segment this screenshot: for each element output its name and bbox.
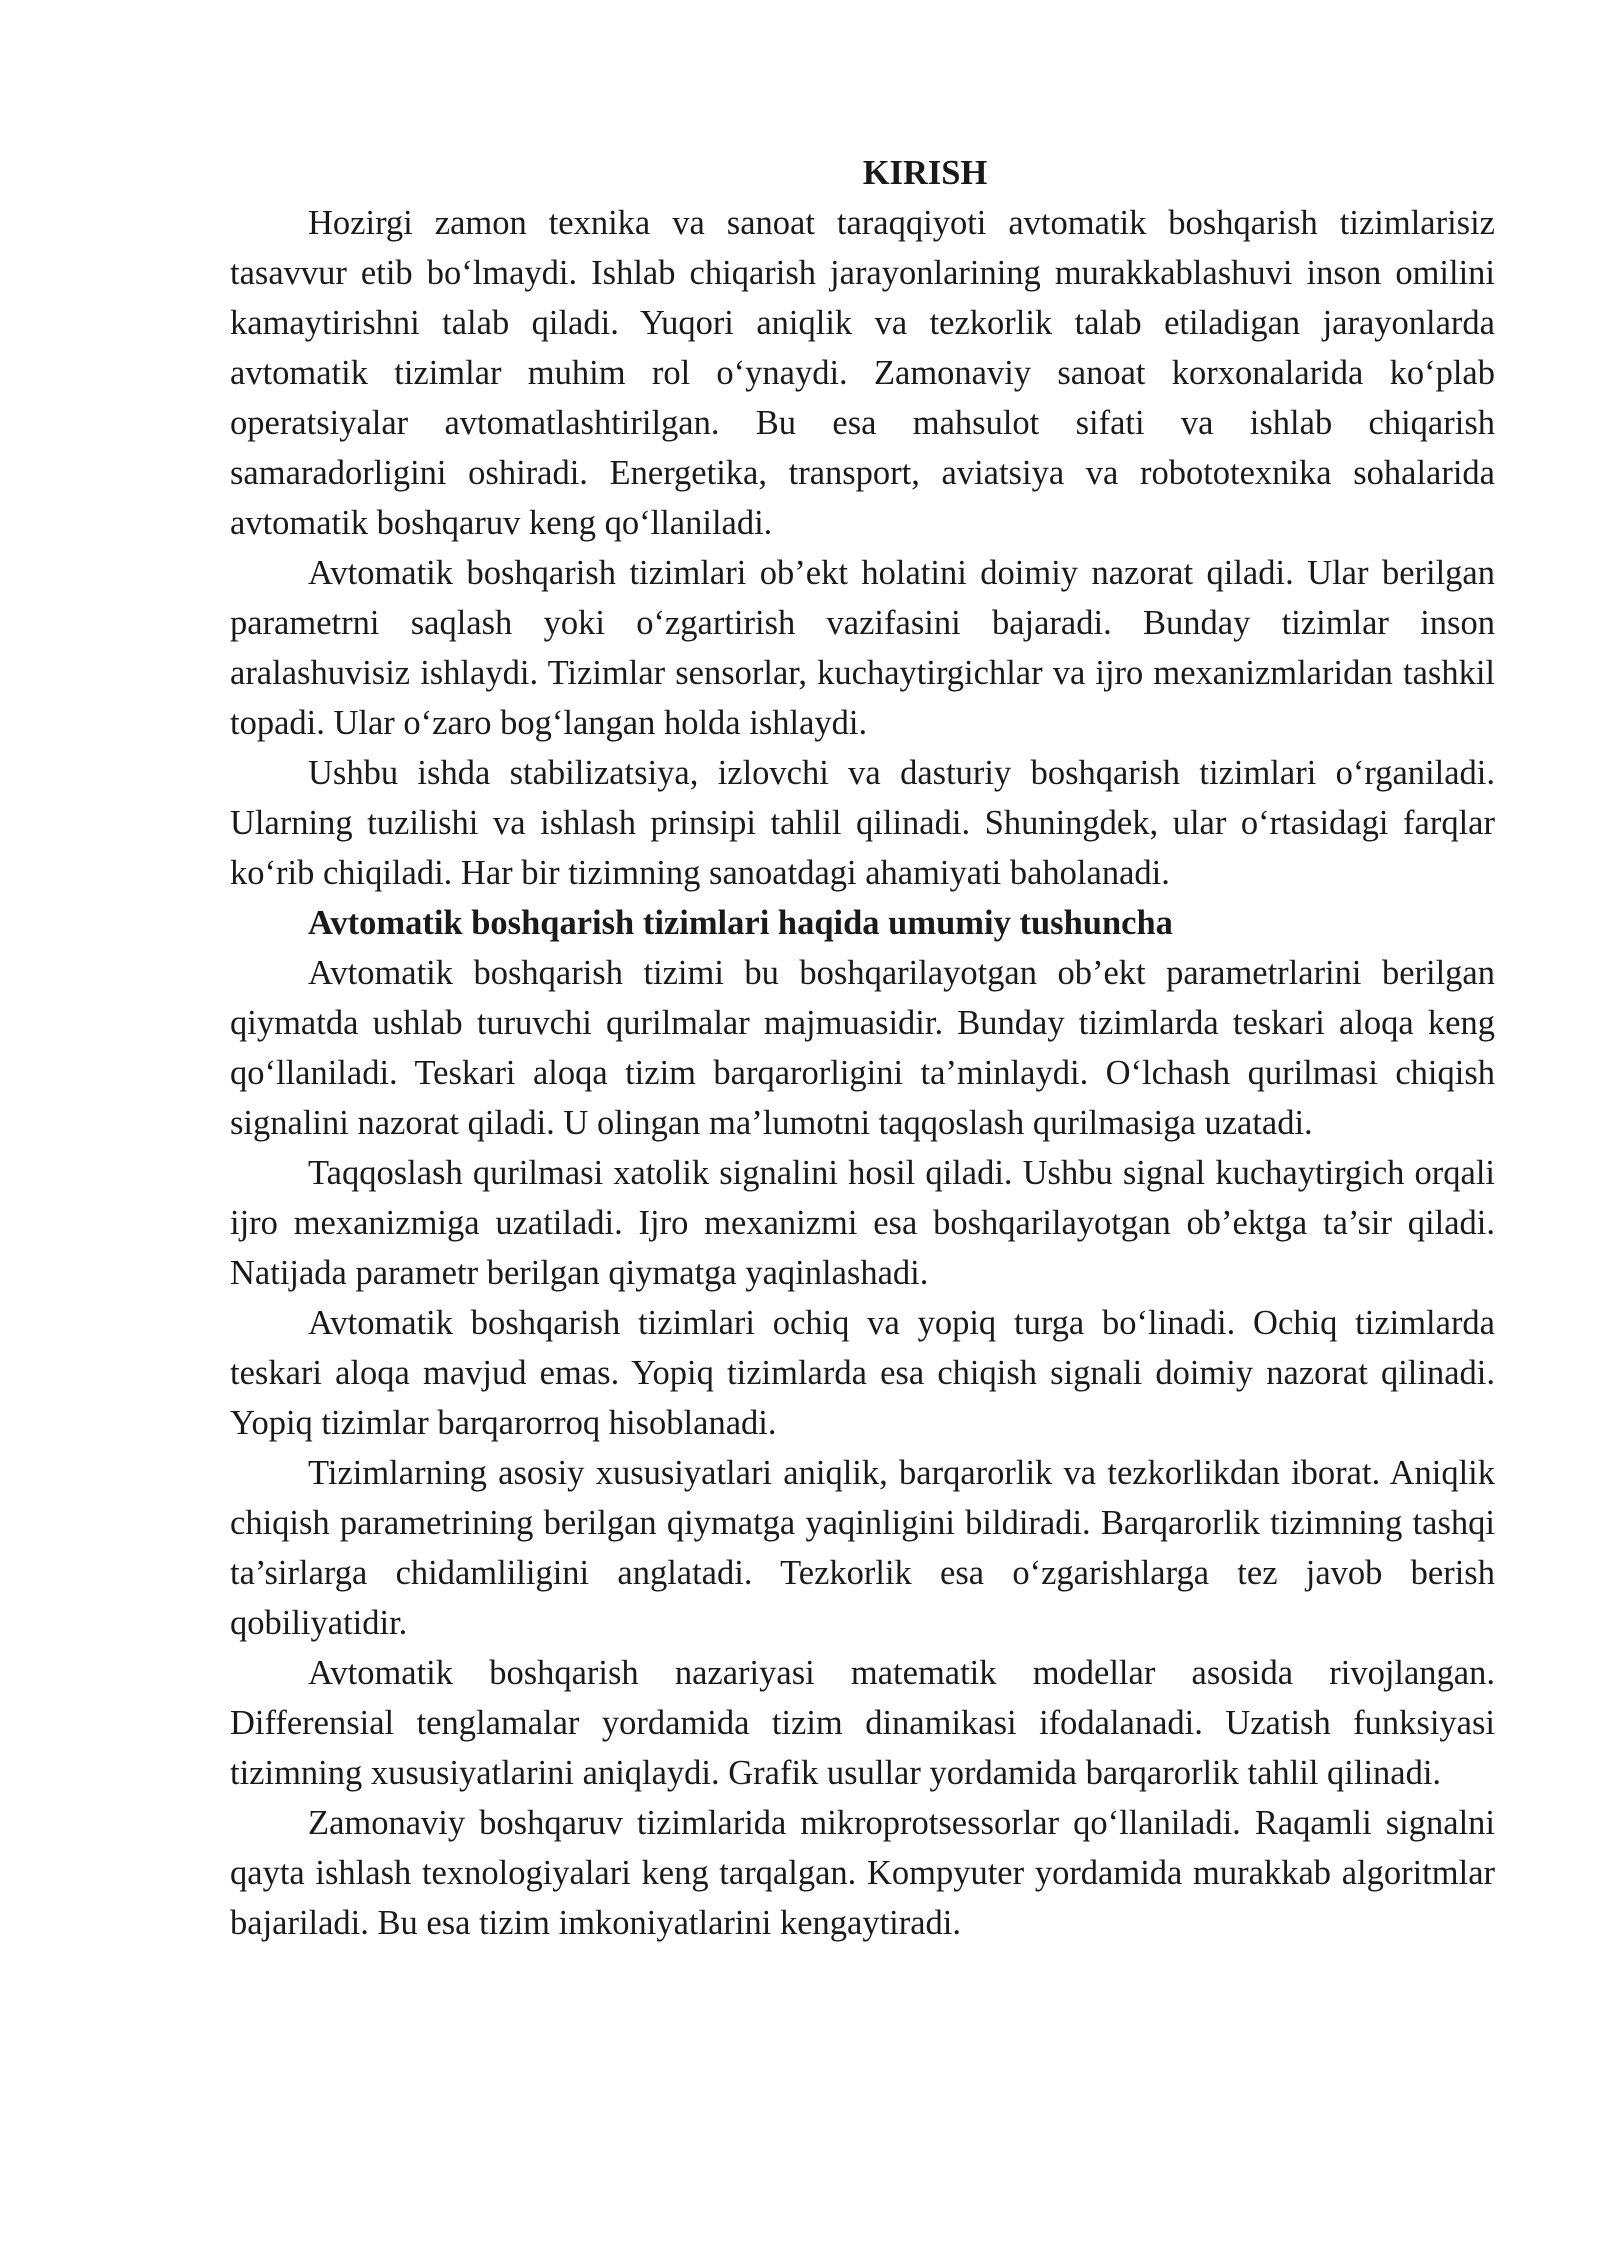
main-paragraph-6: Zamonaviy boshqaruv tizimlarida mikroprotsessorlar qo‘llaniladi. Raqamli signalni qayta ishlash texnologiyalari keng tarqalgan. Kompyuter yordamida murakkab algoritmlar bajariladi. Bu esa tizim imkoniyatlarini kengaytiradi. [230, 1804, 1495, 1942]
intro-paragraph-2: Avtomatik boshqarish tizimlari ob’ekt holatini doimiy nazorat qiladi. Ular berilgan parametrni saqlash yoki o‘zgartirish vazifasini bajaradi. Bunday tizimlar inson aralashuvisiz ishlaydi. Tizimlar sensorlar, kuchaytirgichlar va ijro mexanizmlaridan tashkil topadi. Ular o‘zaro bog‘langan holda ishlaydi. [230, 554, 1495, 742]
main-paragraph-2: Taqqoslash qurilmasi xatolik signalini hosil qiladi. Ushbu signal kuchaytirgich orqali ijro mexanizmiga uzatiladi. Ijro mexanizmi esa boshqarilayotgan ob’ektga ta’sir qiladi. Natijada parametr berilgan qiymatga yaqinlashadi. [230, 1154, 1495, 1292]
main-paragraph-3: Avtomatik boshqarish tizimlari ochiq va yopiq turga bo‘linadi. Ochiq tizimlarda teskari aloqa mavjud emas. Yopiq tizimlarda esa chiqish signali doimiy nazorat qilinadi. Yopiq tizimlar barqarorroq hisoblanadi. [230, 1304, 1495, 1442]
intro-paragraph-1: Hozirgi zamon texnika va sanoat taraqqiyoti avtomatik boshqarish tizimlarisiz tasavvur etib bo‘lmaydi. Ishlab chiqarish jarayonlarining murakkablashuvi inson omilini kamaytirishni talab qiladi. Yuqori aniqlik va tezkorlik talab etiladigan jarayonlarda avtomatik tizimlar muhim rol o‘ynaydi. Zamonaviy sanoat korxonalarida ko‘plab operatsiyalar avtomatlashtirilgan. Bu esa mahsulot sifati va ishlab chiqarish samaradorligini oshiradi. Energetika, transport, aviatsiya va robototexnika sohalarida avtomatik boshqaruv keng qo‘llaniladi. [230, 204, 1495, 542]
document-title: KIRISH [862, 154, 988, 192]
section-subheading: Avtomatik boshqarish tizimlari haqida umumiy tushuncha [308, 904, 1173, 942]
document-page [230, 148, 1495, 1948]
main-paragraph-4: Tizimlarning asosiy xususiyatlari aniqlik, barqarorlik va tezkorlikdan iborat. Aniqlik chiqish parametrining berilgan qiymatga yaqinligini bildiradi. Barqarorlik tizimning tashqi ta’sirlarga chidamliligini anglatadi. Tezkorlik esa o‘zgarishlarga tez javob berish qobiliyatidir. [230, 1454, 1495, 1642]
main-paragraph-5: Avtomatik boshqarish nazariyasi matematik modellar asosida rivojlangan. Differensial tenglamalar yordamida tizim dinamikasi ifodalanadi. Uzatish funksiyasi tizimning xususiyatlarini aniqlaydi. Grafik usullar yordamida barqarorlik tahlil qilinadi. [230, 1654, 1495, 1792]
intro-paragraph-3: Ushbu ishda stabilizatsiya, izlovchi va dasturiy boshqarish tizimlari o‘rganiladi. Ularning tuzilishi va ishlash prinsipi tahlil qilinadi. Shuningdek, ular o‘rtasidagi farqlar ko‘rib chiqiladi. Har bir tizimning sanoatdagi ahamiyati baholanadi. [230, 754, 1495, 892]
main-paragraph-1: Avtomatik boshqarish tizimi bu boshqarilayotgan ob’ekt parametrlarini berilgan qiymatda ushlab turuvchi qurilmalar majmuasidir. Bunday tizimlarda teskari aloqa keng qo‘llaniladi. Teskari aloqa tizim barqarorligini ta’minlaydi. O‘lchash qurilmasi chiqish signalini nazorat qiladi. U olingan ma’lumotni taqqoslash qurilmasiga uzatadi. [230, 954, 1495, 1142]
